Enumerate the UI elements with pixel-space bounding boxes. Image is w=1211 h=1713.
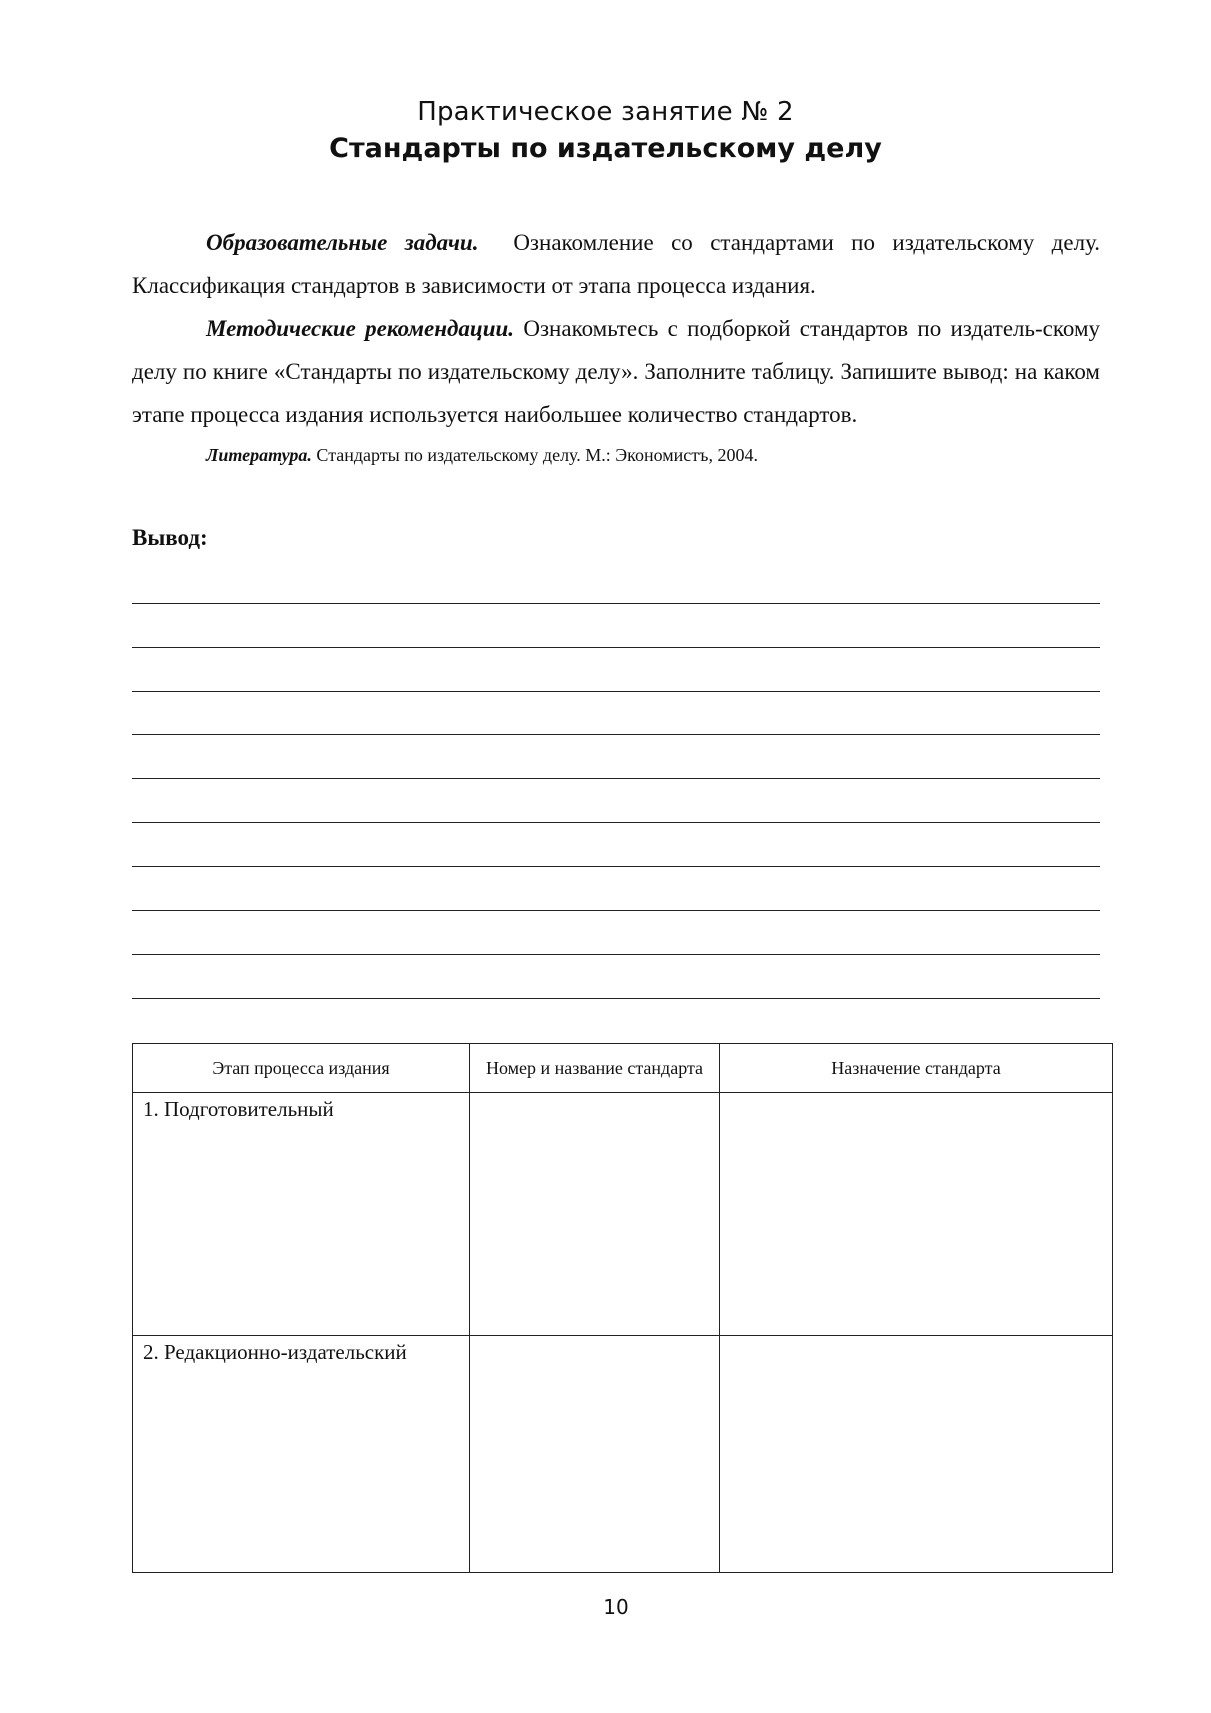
table-row: [133, 1336, 1113, 1573]
table-row: [133, 1093, 1113, 1336]
stage-label: 1. Подготовительный: [143, 1097, 334, 1121]
writing-line: [132, 866, 1100, 867]
writing-line: [132, 910, 1100, 911]
tasks-text: Ознакомление со стандартами по издательскому делу. Классификация стандартов в зависимости от этапа процесса издания.: [132, 230, 1101, 298]
writing-line: [132, 778, 1100, 779]
writing-line: [132, 603, 1100, 604]
standard-cell[interactable]: [470, 1093, 720, 1336]
methods-paragraph: [132, 307, 1100, 436]
stage-label: 2. Редакционно-издательский: [143, 1340, 407, 1364]
stage-cell: [133, 1336, 470, 1573]
page-title: Стандарты по издательскому делу: [329, 133, 882, 164]
page-heading: [0, 95, 1211, 167]
table-header-row: [133, 1044, 1113, 1093]
header-stage: Этап процесса издания: [133, 1044, 470, 1093]
page-number: 10: [603, 1595, 629, 1619]
conclusion-label: Вывод:: [132, 525, 208, 550]
standard-cell[interactable]: [470, 1336, 720, 1573]
tasks-paragraph: [132, 221, 1100, 307]
lesson-number: Практическое занятие № 2: [417, 97, 794, 127]
header-standard: Номер и название стандарта: [470, 1044, 720, 1093]
writing-line: [132, 822, 1100, 823]
writing-line: [132, 998, 1100, 999]
writing-line: [132, 734, 1100, 735]
methods-label: Методические рекомендации.: [206, 316, 515, 341]
methods-text: Ознакомьтесь с подборкой стандартов по издатель-скому делу по книге «Стандарты по издательскому делу». Заполните таблицу. Запишите вывод: на каком этапе процесса издания используется наибольшее количество стандартов.: [132, 316, 1101, 427]
header-purpose: Назначение стандарта: [720, 1044, 1113, 1093]
tasks-label: Образовательные задачи.: [206, 230, 479, 255]
conclusion-writing-lines[interactable]: [132, 603, 1100, 1003]
purpose-cell[interactable]: [720, 1093, 1113, 1336]
purpose-cell[interactable]: [720, 1336, 1113, 1573]
writing-line: [132, 691, 1100, 692]
literature-label: Литература.: [206, 445, 312, 465]
literature-text: Стандарты по издательскому делу. М.: Экономистъ, 2004.: [316, 445, 758, 465]
writing-line: [132, 954, 1100, 955]
stage-cell: [133, 1093, 470, 1336]
standards-table: [132, 1043, 1113, 1573]
literature-line: [206, 443, 758, 467]
writing-line: [132, 647, 1100, 648]
